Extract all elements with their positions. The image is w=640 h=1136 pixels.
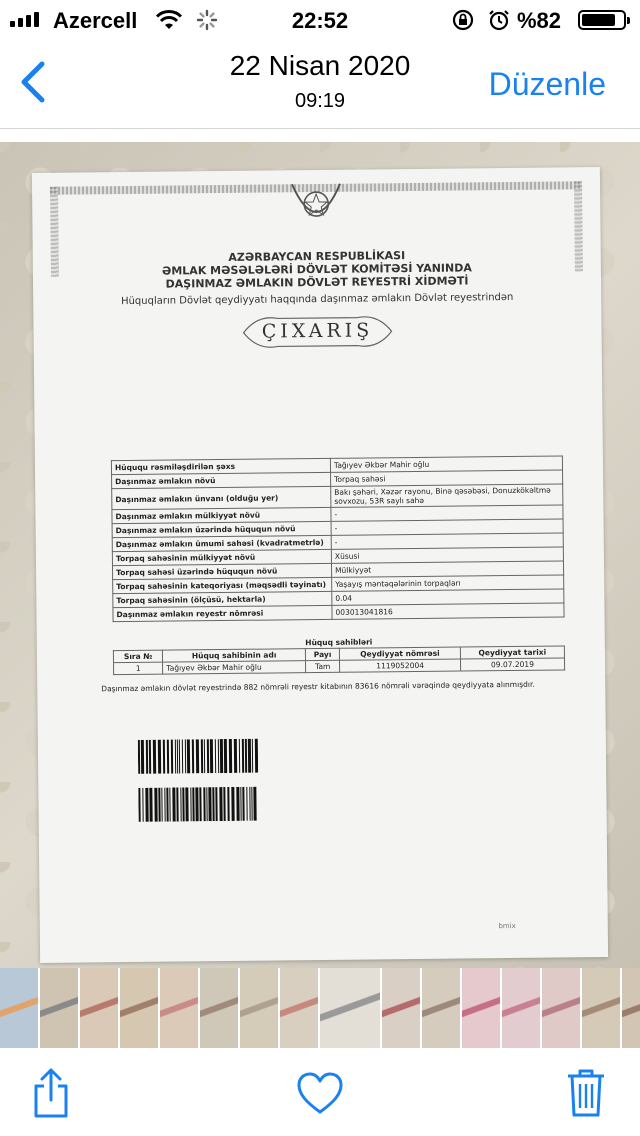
photo-date-title: 22 Nisan 2020: [229, 50, 411, 81]
state-emblem-icon: [284, 180, 349, 237]
photo-time-subtitle: 09:19: [294, 90, 346, 112]
thumbnail[interactable]: [240, 968, 278, 1048]
property-info-value: Bakı şəhəri, Xəzər rayonu, Binə qəsəbəsi, Donuzkökəltmə sovxozu, 53R saylı sahə: [331, 484, 563, 507]
heart-icon[interactable]: [296, 1072, 344, 1116]
edit-button[interactable]: Düzenle: [488, 66, 606, 102]
barcode-icon: [138, 787, 258, 822]
document-header: [33, 247, 601, 292]
alarm-icon: [487, 9, 511, 31]
property-info-value: 0.04: [332, 589, 564, 605]
registration-note: Daşınmaz əmlakın dövlət reyestrində 882 nömrəli reyestr kitabının 83616 nömrəli vərəqində qeydiyyata alınmışdır.: [101, 679, 535, 694]
rights-table-header: Qeydiyyat tarixi: [460, 646, 564, 659]
property-info-label: Hüququ rəsmiləşdirilən şəxs: [111, 458, 330, 474]
rights-table-cell: Tam: [306, 660, 340, 672]
document-title-frame: [237, 311, 397, 353]
rights-table-cell: 1119052004: [340, 659, 461, 672]
property-info-value: -: [331, 519, 563, 535]
rights-holders-title: Hüquq sahibləri: [305, 637, 373, 648]
document-subheader: Hüquqların Dövlət qeydiyyatı haqqında daşınmaz əmlakın Dövlət reyestrindən: [120, 291, 514, 308]
property-info-label: Daşınmaz əmlakın mülkiyyət növü: [112, 507, 331, 523]
document-header-line: AZƏRBAYCAN RESPUBLİKASI: [228, 249, 406, 264]
property-info-value: Xüsusi: [331, 547, 563, 563]
property-info-value: Yaşayış məntəqələrinin torpaqları: [332, 575, 564, 591]
property-info-value: -: [331, 533, 563, 549]
thumbnail[interactable]: [622, 968, 640, 1048]
thumbnail[interactable]: [462, 968, 500, 1048]
document-header-line: DAŞINMAZ ƏMLAKIN DÖVLƏT REYESTRİ XİDMƏTİ: [165, 274, 469, 291]
rights-table-header: Payı: [305, 648, 339, 660]
property-info-value: 003013041816: [332, 603, 564, 619]
rights-holders-table: [113, 645, 565, 675]
thumbnail[interactable]: [0, 968, 38, 1048]
thumbnail[interactable]: [422, 968, 460, 1048]
rights-table-header: Hüquq sahibinin adı: [163, 649, 306, 662]
thumbnail[interactable]: [582, 968, 620, 1048]
property-info-value: Torpaq sahəsi: [331, 470, 563, 486]
rights-table-header: Sıra №: [113, 650, 162, 663]
thumbnail[interactable]: [502, 968, 540, 1048]
nav-bar: [0, 40, 640, 129]
thumbnail[interactable]: [200, 968, 238, 1048]
bottom-toolbar: [0, 1048, 640, 1136]
rights-table-cell: 09.07.2019: [460, 658, 564, 671]
orientation-lock-icon: [451, 9, 475, 31]
property-info-label: Torpaq sahəsinin (ölçüsü, hektarla): [113, 591, 332, 607]
status-bar: [0, 0, 640, 40]
thumbnail[interactable]: [160, 968, 198, 1048]
thumbnail[interactable]: [382, 968, 420, 1048]
property-info-label: Daşınmaz əmlakın ümumi sahəsi (kvadratmetrlə): [112, 535, 331, 551]
document-title: ÇIXARIŞ: [261, 319, 374, 343]
trash-icon[interactable]: [566, 1066, 606, 1118]
clock: 22:52: [291, 8, 349, 33]
thumbnail[interactable]: [80, 968, 118, 1048]
document-photo: [32, 167, 608, 963]
thumbnail[interactable]: [542, 968, 580, 1048]
battery-icon: [578, 10, 626, 30]
thumbnail[interactable]: [280, 968, 318, 1048]
thumbnail-current[interactable]: [320, 968, 380, 1048]
property-info-table: [111, 455, 565, 622]
property-info-label: Torpaq sahəsinin mülkiyyət növü: [112, 549, 331, 565]
property-info-value: -: [331, 505, 563, 521]
thumbnail-strip[interactable]: [0, 968, 640, 1048]
photo-viewer[interactable]: [0, 142, 640, 968]
barcode-icon: [138, 739, 258, 774]
document-header-line: ƏMLAK MƏSƏLƏLƏRİ DÖVLƏT KOMİTƏSİ YANINDA: [161, 261, 472, 278]
rights-table-cell: 1: [114, 662, 163, 675]
thumbnail[interactable]: [40, 968, 78, 1048]
thumbnail[interactable]: [120, 968, 158, 1048]
property-info-label: Daşınmaz əmlakın reyestr nömrəsi: [113, 605, 332, 621]
property-info-label: Daşınmaz əmlakın ünvanı (olduğu yer): [112, 486, 331, 509]
carrier-name: Azercell: [53, 8, 138, 33]
property-info-value: Mülkiyyət: [331, 561, 563, 577]
property-info-value: Tağıyev Əkbər Mahir oğlu: [330, 456, 562, 472]
share-icon[interactable]: [30, 1066, 72, 1120]
property-info-label: Torpaq sahəsinin kateqoriyası (məqsədli təyinatı): [113, 577, 332, 593]
document-mark: bmix: [498, 921, 516, 931]
battery-percent: %82: [517, 8, 562, 33]
rights-table-header: Qeydiyyat nömrəsi: [340, 647, 461, 660]
property-info-label: Torpaq sahəsi üzərində hüququn növü: [112, 563, 331, 579]
rights-table-cell: Tağıyev Əkbər Mahir oğlu: [163, 661, 306, 674]
property-info-label: Daşınmaz əmlakın üzərində hüququn növü: [112, 521, 331, 537]
property-info-label: Daşınmaz əmlakın növü: [112, 472, 331, 488]
